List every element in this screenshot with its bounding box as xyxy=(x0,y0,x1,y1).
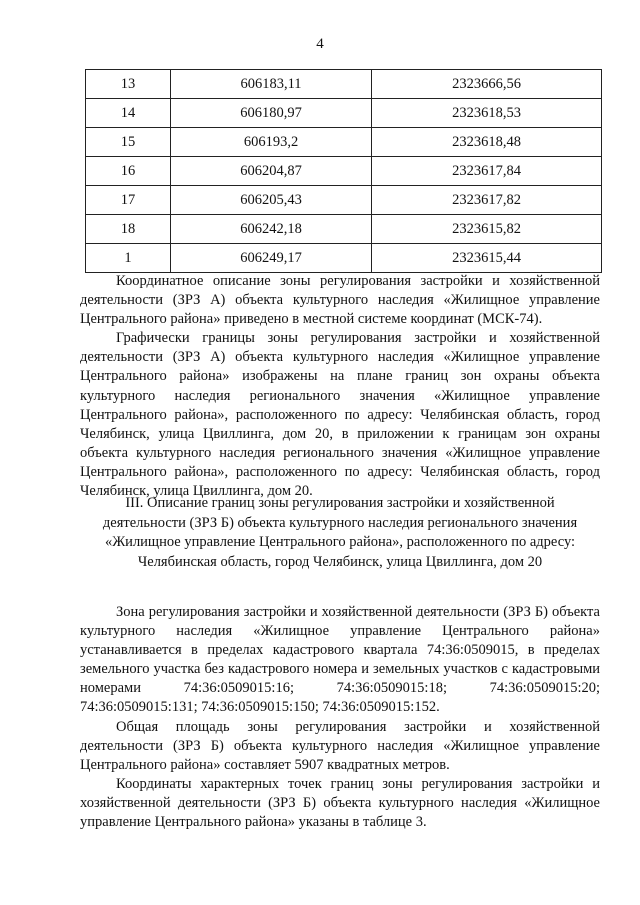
y-coordinate-cell: 2323617,82 xyxy=(372,186,602,215)
point-number-cell: 15 xyxy=(86,128,171,157)
paragraph-zone-boundaries: Зона регулирования застройки и хозяйственной деятельности (ЗРЗ Б) объекта культурного наследия «Жилищное управление Центрального района» устанавливается в пределах кадастрового квартала 74:36:0509015, в пределах земельного участка без кадастрового номера и земельных участков с кадастровыми номерами 74:36:0509015:16; 74:36:0509015:18; 74:36:0509015:20; 74:36:0509015:131; 74:36:0509015:150; 74:36:0509015:152. xyxy=(80,604,600,716)
paragraph-graphic-boundaries: Графически границы зоны регулирования застройки и хозяйственной деятельности (ЗРЗ А) объекта культурного наследия «Жилищное управление Центрального района» изображены на плане границ зон охраны объекта культурного наследия регионального значения «Жилищное управление Центрального района», расположенного по адресу: Челябинская область, город Челябинск, улица Цвиллинга, дом 20, в приложении к границам зон охраны объекта культурного наследия регионального значения «Жилищное управление Центрального района», расположенного по адресу: Челябинская область, город Челябинск, улица Цвиллинга, дом 20. xyxy=(80,330,600,500)
y-coordinate-cell: 2323615,44 xyxy=(372,244,602,273)
table-row xyxy=(86,70,602,99)
paragraph-coordinate-description: Координатное описание зоны регулирования застройки и хозяйственной деятельности (ЗРЗ А) объекта культурного наследия «Жилищное управление Центрального района» приведено в местной системе координат (МСК-74). xyxy=(80,273,600,328)
y-coordinate-cell: 2323618,53 xyxy=(372,99,602,128)
y-coordinate-cell: 2323617,84 xyxy=(372,157,602,186)
paragraph-total-area: Общая площадь зоны регулирования застройки и хозяйственной деятельности (ЗРЗ Б) объекта культурного наследия «Жилищное управление Центрального района» составляет 5907 квадратных метров. xyxy=(80,718,600,773)
x-coordinate-cell: 606249,17 xyxy=(171,244,372,273)
x-coordinate-cell: 606204,87 xyxy=(171,157,372,186)
section-heading-line: деятельности (ЗРЗ Б) объекта культурного наследия регионального значения xyxy=(102,514,578,531)
x-coordinate-cell: 606205,43 xyxy=(171,186,372,215)
body-text-bottom xyxy=(80,603,600,832)
x-coordinate-cell: 606183,11 xyxy=(171,70,372,99)
point-number-cell: 18 xyxy=(86,215,171,244)
section-heading-line: III. Описание границ зоны регулирования застройки и хозяйственной xyxy=(125,495,555,511)
table-row xyxy=(86,244,602,273)
y-coordinate-cell: 2323618,48 xyxy=(372,128,602,157)
point-number-cell: 13 xyxy=(86,70,171,99)
table-row xyxy=(86,186,602,215)
section-heading xyxy=(80,494,600,572)
body-text-top xyxy=(80,272,600,501)
paragraph-table-reference: Координаты характерных точек границ зоны регулирования застройки и хозяйственной деятельности (ЗРЗ Б) объекта культурного наследия «Жилищное управление Центрального района» указаны в таблице 3. xyxy=(80,775,600,831)
coordinates-table xyxy=(85,69,602,273)
table-row xyxy=(86,99,602,128)
table-row xyxy=(86,157,602,186)
table-row xyxy=(86,128,602,157)
y-coordinate-cell: 2323615,82 xyxy=(372,215,602,244)
point-number-cell: 14 xyxy=(86,99,171,128)
point-number-cell: 16 xyxy=(86,157,171,186)
y-coordinate-cell: 2323666,56 xyxy=(372,70,602,99)
x-coordinate-cell: 606242,18 xyxy=(171,215,372,244)
point-number-cell: 1 xyxy=(86,244,171,273)
page-number: 4 xyxy=(316,36,324,52)
x-coordinate-cell: 606193,2 xyxy=(171,128,372,157)
point-number-cell: 17 xyxy=(86,186,171,215)
x-coordinate-cell: 606180,97 xyxy=(171,99,372,128)
section-heading-line: «Жилищное управление Центрального района», расположенного по адресу: xyxy=(104,534,576,550)
section-heading-line: Челябинская область, город Челябинск, улица Цвиллинга, дом 20 xyxy=(137,553,543,570)
table-row xyxy=(86,215,602,244)
